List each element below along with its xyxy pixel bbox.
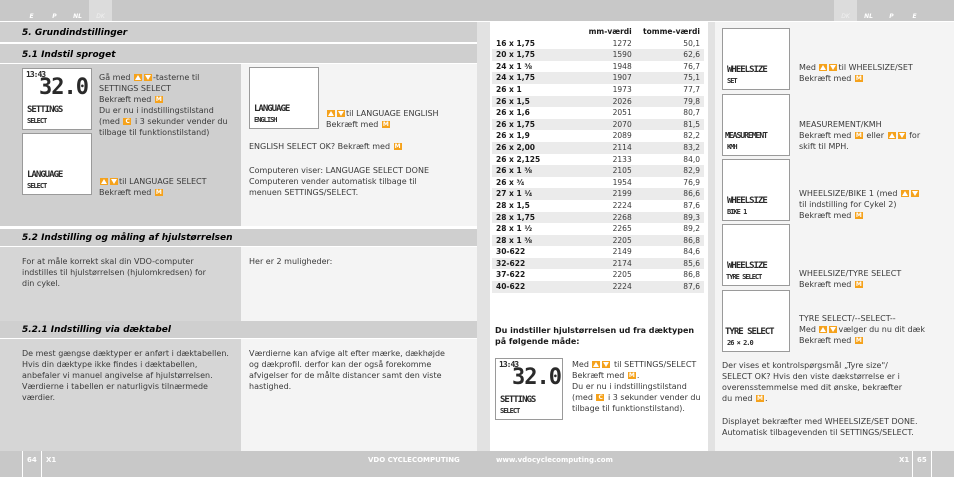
- inch-value-cell: 80,7: [636, 107, 704, 119]
- mm-value-cell: 2268: [582, 212, 636, 224]
- lcd-wheelsize-tyre-select: [722, 224, 790, 286]
- lcd-line2: 26 × 2.0: [727, 339, 753, 347]
- main-heading: 5. Grundindstillinger: [22, 28, 128, 38]
- inch-value-cell: 82,9: [636, 165, 704, 177]
- page-number-left: 64: [27, 456, 37, 464]
- tire-size-cell: 37-622: [492, 269, 582, 281]
- text-line: SELECT OK? Hvis den viste dækstørrelse er i: [722, 372, 900, 381]
- tire-size-cell: 16 x 1,75: [492, 38, 582, 50]
- mm-value-cell: 2070: [582, 119, 636, 131]
- text-line: Du indstiller hjulstørrelsen ud fra dæktypen: [495, 326, 695, 335]
- text-line: TYRE SELECT/--SELECT--: [799, 314, 896, 323]
- mm-value-cell: 2205: [582, 269, 636, 281]
- inch-value-cell: 87,6: [636, 281, 704, 293]
- lcd-line2: KMH: [727, 143, 737, 151]
- c-key-icon: [596, 394, 604, 401]
- text-line: din cykel.: [22, 279, 61, 288]
- mm-value-cell: 1973: [582, 84, 636, 96]
- lcd-measurement-kmh: [722, 94, 790, 156]
- tire-size-table: [492, 26, 704, 293]
- table-row: [492, 142, 704, 154]
- text-line: anbefaler vi manuel angivelse af hjulstørrelsen.: [22, 371, 213, 380]
- lcd-settings-select: [22, 68, 92, 130]
- inch-value-cell: 77,7: [636, 84, 704, 96]
- heading-rule: [22, 42, 477, 43]
- language-tab-e[interactable]: E: [29, 13, 34, 20]
- mm-value-cell: 1907: [582, 72, 636, 84]
- m-key-icon: [628, 372, 636, 379]
- footer-page-box-left2: [41, 451, 42, 477]
- lcd-line2: SELECT: [500, 407, 520, 415]
- lcd-line1: SETTINGS: [500, 395, 536, 405]
- text-line: Bekræft med M: [326, 119, 439, 130]
- tire-size-cell: 26 x 1 ³⁄₈: [492, 165, 582, 177]
- tire-size-cell: 26 x 1,6: [492, 107, 582, 119]
- text-line: Bekræft med M: [799, 210, 920, 221]
- lcd-line2: TYRE SELECT: [726, 273, 762, 281]
- mm-value-cell: 2205: [582, 235, 636, 247]
- inch-value-cell: 50,1: [636, 38, 704, 50]
- tire-size-cell: 20 x 1,75: [492, 49, 582, 61]
- up-key-icon: [888, 132, 896, 139]
- lcd-clock: 13:43: [499, 360, 519, 369]
- m-key-icon: [382, 121, 390, 128]
- right-step7: [722, 416, 918, 438]
- text-line: Bekræft med M: [799, 335, 925, 346]
- language-tab-p[interactable]: P: [889, 13, 894, 20]
- mm-value-cell: 2089: [582, 130, 636, 142]
- tire-setup-step: [572, 359, 701, 414]
- text-line: værdier.: [22, 393, 56, 402]
- m-key-icon: [155, 189, 163, 196]
- text-line: Værdierne kan afvige alt efter mærke, dækhøjde: [249, 349, 445, 358]
- footer-page-box-left: [22, 451, 23, 477]
- up-key-icon: [134, 74, 142, 81]
- tire-size-cell: 24 x 1,75: [492, 72, 582, 84]
- up-key-icon: [819, 64, 827, 71]
- mm-value-cell: 2265: [582, 223, 636, 235]
- table-row: [492, 154, 704, 166]
- table-row: [492, 165, 704, 177]
- text-line: du med M.: [722, 393, 902, 404]
- text-line: og dækprofil. derfor kan der også forekomme: [249, 360, 432, 369]
- up-key-icon: [592, 361, 600, 368]
- right-step3: [799, 188, 920, 221]
- language-tab-e[interactable]: E: [912, 13, 917, 20]
- table-row: [492, 72, 704, 84]
- lcd-line1: LANGUAGE: [254, 104, 290, 114]
- m-key-icon: [155, 96, 163, 103]
- table-row: [492, 119, 704, 131]
- down-key-icon: [337, 110, 345, 117]
- tire-size-cell: 40-622: [492, 281, 582, 293]
- lcd-line1: WHEELSIZE: [727, 65, 767, 75]
- tire-setup-heading: [495, 325, 694, 347]
- language-tab-nl[interactable]: NL: [864, 13, 873, 20]
- text-line: til LANGUAGE SELECT: [99, 176, 207, 187]
- tire-size-cell: 26 x 1,75: [492, 119, 582, 131]
- tire-size-cell: 28 x 1,75: [492, 212, 582, 224]
- text-line: hastighed.: [249, 382, 292, 391]
- text-line: Gå med -tasterne til: [99, 73, 200, 82]
- lcd-line2: SELECT: [27, 117, 47, 125]
- text-line: SETTINGS SELECT: [99, 84, 172, 93]
- table-row: [492, 84, 704, 96]
- down-key-icon: [602, 361, 610, 368]
- table-row: [492, 130, 704, 142]
- lcd-speed: 32.0: [512, 365, 561, 390]
- text-line: WHEELSIZE/BIKE 1 (med: [799, 188, 920, 199]
- s521-heading: 5.2.1 Indstilling via dæktabel: [22, 325, 171, 335]
- down-key-icon: [911, 190, 919, 197]
- table-row: [492, 188, 704, 200]
- tire-size-cell: 26 x 2,00: [492, 142, 582, 154]
- inch-value-cell: 89,2: [636, 223, 704, 235]
- text-line: Med vælger du nu dit dæk: [799, 325, 926, 334]
- table-row: [492, 281, 704, 293]
- lcd-speed: 32.0: [39, 75, 88, 100]
- language-tab-p[interactable]: P: [52, 13, 57, 20]
- inch-value-cell: 79,8: [636, 96, 704, 108]
- tire-size-cell: 32-622: [492, 258, 582, 270]
- down-key-icon: [110, 178, 118, 185]
- lcd-line1: LANGUAGE: [27, 170, 63, 180]
- text-line: indstilles til hjulstørrelsen (hjulomkredsen) for: [22, 268, 206, 277]
- inch-value-cell: 85,6: [636, 258, 704, 270]
- table-row: [492, 223, 704, 235]
- text-line: Computeren viser: LANGUAGE SELECT DONE: [249, 166, 429, 175]
- s51-step4: [249, 141, 403, 152]
- s51-heading: 5.1 Indstil sproget: [22, 50, 116, 60]
- down-key-icon: [829, 326, 837, 333]
- table-row: [492, 107, 704, 119]
- tire-size-cell: 28 x 1 ¹⁄₂: [492, 223, 582, 235]
- inch-value-cell: 76,9: [636, 177, 704, 189]
- lcd-language-english: [249, 67, 319, 129]
- text-line: Displayet bekræfter med WHEELSIZE/SET DONE.: [722, 417, 918, 426]
- c-key-icon: [123, 118, 131, 125]
- text-line: på følgende måde:: [495, 337, 580, 346]
- m-key-icon: [855, 281, 863, 288]
- text-line: MEASUREMENT/KMH: [799, 120, 882, 129]
- inch-value-cell: 86,6: [636, 188, 704, 200]
- tire-size-cell: 24 x 1 ³⁄₈: [492, 61, 582, 73]
- down-key-icon: [898, 132, 906, 139]
- right-step5: [799, 313, 925, 346]
- footer-page-box-right2: [931, 451, 932, 477]
- text-line: Der vises et kontrolspørgsmål „Tyre size"/: [722, 361, 888, 370]
- text-line: WHEELSIZE/TYRE SELECT: [799, 269, 902, 278]
- model-left: X1: [46, 456, 57, 464]
- tire-size-cell: 26 x ³⁄₄: [492, 177, 582, 189]
- inch-value-cell: 82,2: [636, 130, 704, 142]
- mm-value-cell: 2149: [582, 246, 636, 258]
- m-key-icon: [394, 143, 402, 150]
- text-line: Her er 2 muligheder:: [249, 257, 333, 266]
- mm-value-cell: 2174: [582, 258, 636, 270]
- table-row: [492, 200, 704, 212]
- tire-size-cell: 28 x 1,5: [492, 200, 582, 212]
- table-row: [492, 61, 704, 73]
- m-key-icon: [855, 212, 863, 219]
- text-line: For at måle korrekt skal din VDO-computer: [22, 257, 194, 266]
- inch-value-cell: 84,0: [636, 154, 704, 166]
- text-line: skift til MPH.: [799, 142, 849, 151]
- mm-value-cell: 1272: [582, 38, 636, 50]
- model-right: X1: [899, 456, 910, 464]
- m-key-icon: [756, 395, 764, 402]
- mm-value-cell: 2026: [582, 96, 636, 108]
- mm-value-cell: 2224: [582, 200, 636, 212]
- mm-value-cell: 1948: [582, 61, 636, 73]
- website-url: www.vdocyclecomputing.com: [496, 456, 613, 464]
- lcd-wheelsize-bike1: [722, 159, 790, 221]
- up-key-icon: [819, 326, 827, 333]
- tire-size-cell: 26 x 1,9: [492, 130, 582, 142]
- m-key-icon: [855, 75, 863, 82]
- text-line: ENGLISH SELECT OK? Bekræft med M: [249, 141, 403, 152]
- page-number-right: 65: [917, 456, 927, 464]
- tire-size-cell: 30-622: [492, 246, 582, 258]
- tire-size-cell: 26 x 1: [492, 84, 582, 96]
- tire-size-cell: 26 x 2,125: [492, 154, 582, 166]
- inch-value-cell: 86,8: [636, 235, 704, 247]
- s52-left-text: [22, 256, 206, 289]
- inch-value-cell: 83,2: [636, 142, 704, 154]
- lcd-tyre-select: [722, 290, 790, 352]
- lcd-line2: ENGLISH: [254, 116, 277, 124]
- lcd-wheelsize-set: [722, 28, 790, 90]
- table-row: [492, 38, 704, 50]
- text-line: tilbage til funktionstilstand).: [572, 404, 685, 413]
- table-row: [492, 49, 704, 61]
- lcd-language-select: [22, 133, 92, 195]
- mm-value-cell: 2105: [582, 165, 636, 177]
- lcd-line2: SET: [727, 77, 737, 85]
- tire-size-cell: 27 x 1 ¹⁄₄: [492, 188, 582, 200]
- table-row: [492, 212, 704, 224]
- inch-value-cell: 86,8: [636, 269, 704, 281]
- s52-right-text: [249, 256, 332, 267]
- text-line: Hvis din dæktype ikke findes i dæktabellen,: [22, 360, 198, 369]
- col-inch-header: tomme-værdi: [636, 26, 704, 38]
- brand-name: VDO CYCLECOMPUTING: [368, 456, 460, 464]
- lcd-line2: SELECT: [27, 182, 47, 190]
- text-line: Du er nu i indstillingstilstand: [99, 106, 214, 115]
- col-mm-header: mm-værdi: [582, 26, 636, 38]
- table-row: [492, 269, 704, 281]
- text-line: Automatisk tilbagevenden til SETTINGS/SELECT.: [722, 428, 914, 437]
- text-line: Bekræft med M: [99, 94, 228, 105]
- text-line: Bekræft med M: [799, 279, 901, 290]
- text-line: tilbage til funktionstilstand): [99, 128, 210, 137]
- s52-heading: 5.2 Indstilling og måling af hjulstørrelsen: [22, 233, 233, 243]
- mm-value-cell: 2199: [582, 188, 636, 200]
- lcd-line1: WHEELSIZE: [727, 196, 767, 206]
- down-key-icon: [144, 74, 152, 81]
- table-row: [492, 258, 704, 270]
- lcd-clock: 13:43: [26, 70, 46, 79]
- text-line: overensstemmelse med dit ønske, bekræfter: [722, 383, 903, 392]
- right-step4: [799, 268, 901, 290]
- inch-value-cell: 75,1: [636, 72, 704, 84]
- text-line: Du er nu i indstillingstilstand: [572, 382, 687, 391]
- lcd-line2: BIKE 1: [727, 208, 747, 216]
- up-key-icon: [327, 110, 335, 117]
- inch-value-cell: 81,5: [636, 119, 704, 131]
- inch-value-cell: 76,7: [636, 61, 704, 73]
- text-line: De mest gængse dæktyper er anført i dæktabellen.: [22, 349, 229, 358]
- table-row: [492, 96, 704, 108]
- inch-value-cell: 89,3: [636, 212, 704, 224]
- right-step2: [799, 119, 920, 152]
- text-line: afvigelser for de målte distancer samt den viste: [249, 371, 442, 380]
- table-row: [492, 177, 704, 189]
- mm-value-cell: 2133: [582, 154, 636, 166]
- m-key-icon: [855, 132, 863, 139]
- language-tab-nl[interactable]: NL: [73, 13, 82, 20]
- text-line: (med C i 3 sekunder vender du: [572, 392, 701, 403]
- text-line: Computeren vender automatisk tilbage til: [249, 177, 417, 186]
- mm-value-cell: 2051: [582, 107, 636, 119]
- text-line: til indstilling for Cykel 2): [799, 200, 897, 209]
- table-row: [492, 246, 704, 258]
- table-row: [492, 235, 704, 247]
- text-line: Med til SETTINGS/SELECT: [572, 360, 697, 369]
- s51-step5: [249, 165, 429, 198]
- inch-value-cell: 87,6: [636, 200, 704, 212]
- right-step6: [722, 360, 902, 404]
- lcd-line1: MEASUREMENT: [725, 131, 767, 140]
- language-tab-dk[interactable]: DK: [89, 0, 112, 21]
- s51-step2: [99, 176, 207, 198]
- text-line: Med til WHEELSIZE/SET: [799, 63, 913, 72]
- mm-value-cell: 1954: [582, 177, 636, 189]
- text-line: Bekræft med M eller for: [799, 130, 920, 141]
- text-line: (med C i 3 sekunder vender du: [99, 116, 228, 127]
- s51-step3: [326, 108, 439, 130]
- m-key-icon: [855, 337, 863, 344]
- text-line: Bekræft med M.: [572, 370, 701, 381]
- lcd-line1: WHEELSIZE: [727, 261, 767, 271]
- mm-value-cell: 2224: [582, 281, 636, 293]
- inch-value-cell: 62,6: [636, 49, 704, 61]
- right-step1: [799, 62, 913, 84]
- down-key-icon: [829, 64, 837, 71]
- tire-size-cell: 26 x 1,5: [492, 96, 582, 108]
- text-line: Bekræft med M: [99, 187, 207, 198]
- s521-left-text: [22, 348, 229, 403]
- text-line: til LANGUAGE ENGLISH: [326, 108, 439, 119]
- text-line: Værdierne i tabellen er naturligvis tilnærmede: [22, 382, 208, 391]
- language-tab-dk[interactable]: DK: [834, 0, 857, 21]
- mm-value-cell: 2114: [582, 142, 636, 154]
- up-key-icon: [100, 178, 108, 185]
- up-key-icon: [901, 190, 909, 197]
- lcd-line1: SETTINGS: [27, 105, 63, 115]
- lcd-settings-select-2: [495, 358, 563, 420]
- inch-value-cell: 84,6: [636, 246, 704, 258]
- footer-bar: [0, 451, 954, 477]
- footer-page-box-right: [912, 451, 913, 477]
- s51-step1: [99, 72, 228, 138]
- lcd-line1: TYRE SELECT: [725, 327, 774, 337]
- text-line: menuen SETTINGS/SELECT.: [249, 188, 359, 197]
- mm-value-cell: 1590: [582, 49, 636, 61]
- text-line: Bekræft med M: [799, 73, 913, 84]
- tire-size-cell: 28 x 1 ³⁄₈: [492, 235, 582, 247]
- s521-right-text: [249, 348, 445, 392]
